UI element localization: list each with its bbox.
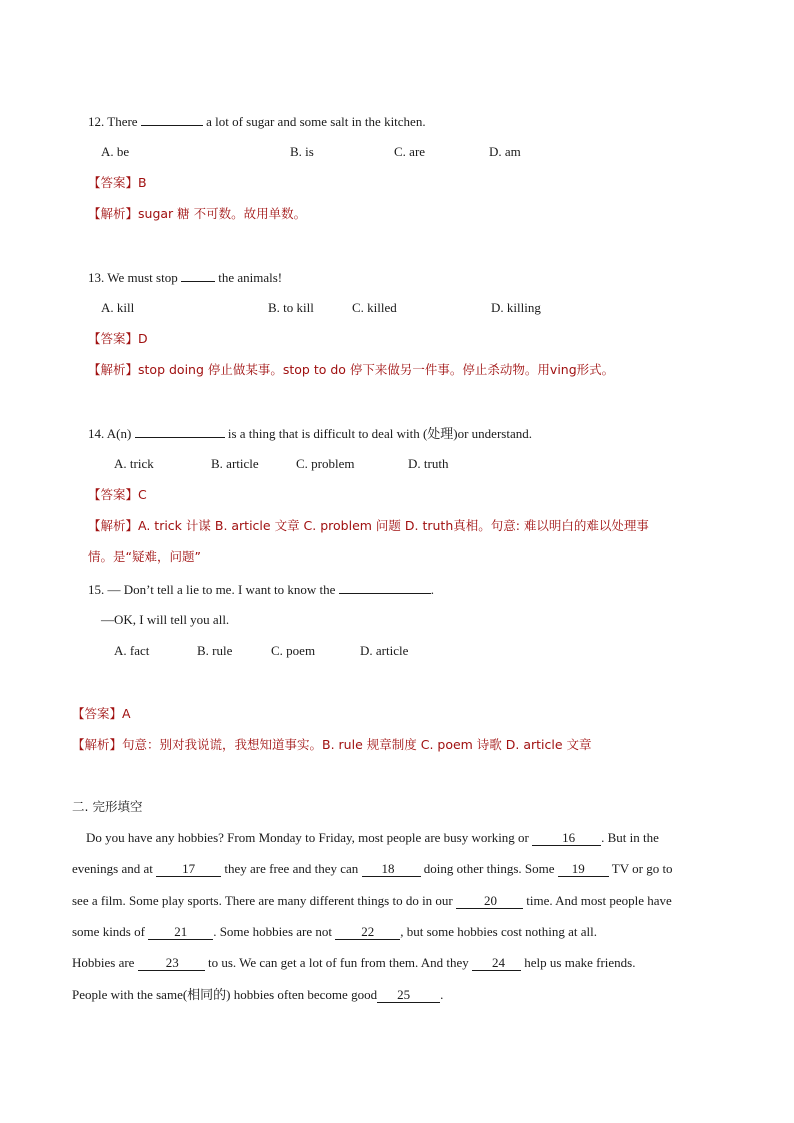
cloze-line-5 xyxy=(72,955,635,971)
blank-number: 24 xyxy=(492,955,506,970)
blank-23 xyxy=(138,956,205,971)
answer-label: 【答案】 xyxy=(88,331,139,346)
passage-text: People with the same(相同的) hobbies often become good xyxy=(72,987,378,1002)
analysis-label: 【解析】 xyxy=(72,737,123,752)
option-b: B. article xyxy=(211,456,259,471)
cloze-line-1 xyxy=(86,830,659,846)
question-14-analysis-continued: 情。是“疑难，问题” xyxy=(88,549,201,564)
passage-text: evenings and at xyxy=(72,861,153,876)
question-14-analysis xyxy=(88,518,649,534)
passage-text: they are free and they can xyxy=(224,861,359,876)
passage-text: Hobbies are xyxy=(72,955,135,970)
stem-text: 14. A(n) xyxy=(88,426,132,441)
answer-label: 【答案】 xyxy=(72,706,123,721)
analysis-text: A. trick 计谋 B. article 文章 C. problem 问题 D. truth真相。句意: 难以明白的难以处理事 xyxy=(138,518,649,533)
analysis-label: 【解析】 xyxy=(88,206,139,221)
answer-label: 【答案】 xyxy=(88,175,139,190)
question-13-stem xyxy=(88,269,282,286)
cloze-line-2 xyxy=(72,861,673,877)
option-d: D. article xyxy=(360,643,409,658)
stem-text: is a thing that is difficult to deal with (处理)or understand. xyxy=(227,426,532,441)
passage-text: TV or go to xyxy=(611,861,673,876)
passage-text: time. And most people have xyxy=(526,893,672,908)
option-c: C. killed xyxy=(352,300,397,315)
stem-text: a lot of sugar and some salt in the kitchen. xyxy=(206,114,426,129)
answer-value: C xyxy=(138,487,147,502)
answer-blank xyxy=(339,581,431,594)
blank-18 xyxy=(362,862,421,877)
cloze-line-3 xyxy=(72,893,672,909)
answer-blank xyxy=(181,269,215,282)
option-c: C. are xyxy=(394,144,426,159)
cloze-line-4 xyxy=(72,924,597,940)
passage-text: doing other things. Some xyxy=(423,861,555,876)
blank-number: 18 xyxy=(381,861,395,876)
option-b: B. rule xyxy=(197,643,233,658)
option-a: A. fact xyxy=(114,643,150,658)
stem-text: 15. — Don’t tell a lie to me. I want to know the xyxy=(88,582,336,597)
passage-text: . Some hobbies are not xyxy=(213,924,332,939)
question-13-answer xyxy=(88,331,148,347)
stem-text: the animals! xyxy=(218,270,283,285)
answer-value: D xyxy=(138,331,148,346)
analysis-label: 【解析】 xyxy=(88,362,139,377)
blank-20 xyxy=(456,894,523,909)
question-15-stem-line2: —OK, I will tell you all. xyxy=(101,612,230,627)
question-12-stem xyxy=(88,113,426,130)
question-12-answer xyxy=(88,175,147,191)
question-15-stem xyxy=(88,581,434,598)
option-d: D. killing xyxy=(491,300,541,315)
option-d: D. am xyxy=(489,144,521,159)
answer-value: B xyxy=(138,175,147,190)
option-d: D. truth xyxy=(408,456,449,471)
passage-text: . xyxy=(440,987,444,1002)
option-a: A. kill xyxy=(101,300,135,315)
answer-blank xyxy=(135,425,225,438)
passage-text: see a film. Some play sports. There are many different things to do in our xyxy=(72,893,453,908)
question-13-analysis xyxy=(88,362,614,378)
blank-24 xyxy=(472,956,521,971)
cloze-line-6 xyxy=(72,987,443,1003)
blank-21 xyxy=(148,925,213,940)
analysis-text: sugar 糖 不可数。故用单数。 xyxy=(138,206,307,221)
question-14-stem xyxy=(88,425,532,442)
blank-number: 23 xyxy=(165,955,179,970)
passage-text: help us make friends. xyxy=(524,955,636,970)
blank-number: 19 xyxy=(571,861,585,876)
passage-text: some kinds of xyxy=(72,924,145,939)
blank-25 xyxy=(377,988,440,1003)
blank-16 xyxy=(532,831,601,846)
question-12-analysis xyxy=(88,206,306,222)
option-a: A. be xyxy=(101,144,130,159)
blank-22 xyxy=(335,925,400,940)
blank-number: 17 xyxy=(182,861,196,876)
stem-text: 13. We must stop xyxy=(88,270,178,285)
passage-text: to us. We can get a lot of fun from them. And they xyxy=(207,955,469,970)
passage-text: , but some hobbies cost nothing at all. xyxy=(400,924,598,939)
question-15-answer xyxy=(72,706,131,722)
blank-17 xyxy=(156,862,221,877)
stem-text: 12. There xyxy=(88,114,138,129)
option-c: C. problem xyxy=(296,456,355,471)
option-b: B. is xyxy=(290,144,314,159)
section-title: 二. 完形填空 xyxy=(72,799,143,814)
question-15-analysis xyxy=(72,737,592,753)
passage-text: . But in the xyxy=(601,830,659,845)
answer-value: A xyxy=(122,706,131,721)
blank-number: 25 xyxy=(397,987,411,1002)
analysis-text: 句意：别对我说谎，我想知道事实。B. rule 规章制度 C. poem 诗歌 D. article 文章 xyxy=(122,737,592,752)
passage-text: Do you have any hobbies? From Monday to Friday, most people are busy working or xyxy=(86,830,529,845)
blank-number: 20 xyxy=(484,893,498,908)
option-c: C. poem xyxy=(271,643,316,658)
blank-number: 22 xyxy=(361,924,375,939)
blank-number: 21 xyxy=(174,924,188,939)
stem-text: . xyxy=(430,582,434,597)
answer-label: 【答案】 xyxy=(88,487,139,502)
option-a: A. trick xyxy=(114,456,154,471)
option-b: B. to kill xyxy=(268,300,314,315)
blank-19 xyxy=(558,862,609,877)
analysis-label: 【解析】 xyxy=(88,518,139,533)
analysis-text: stop doing 停止做某事。stop to do 停下来做另一件事。停止杀动物。用ving形式。 xyxy=(138,362,615,377)
answer-blank xyxy=(141,113,203,126)
blank-number: 16 xyxy=(562,830,576,845)
question-14-answer xyxy=(88,487,147,503)
